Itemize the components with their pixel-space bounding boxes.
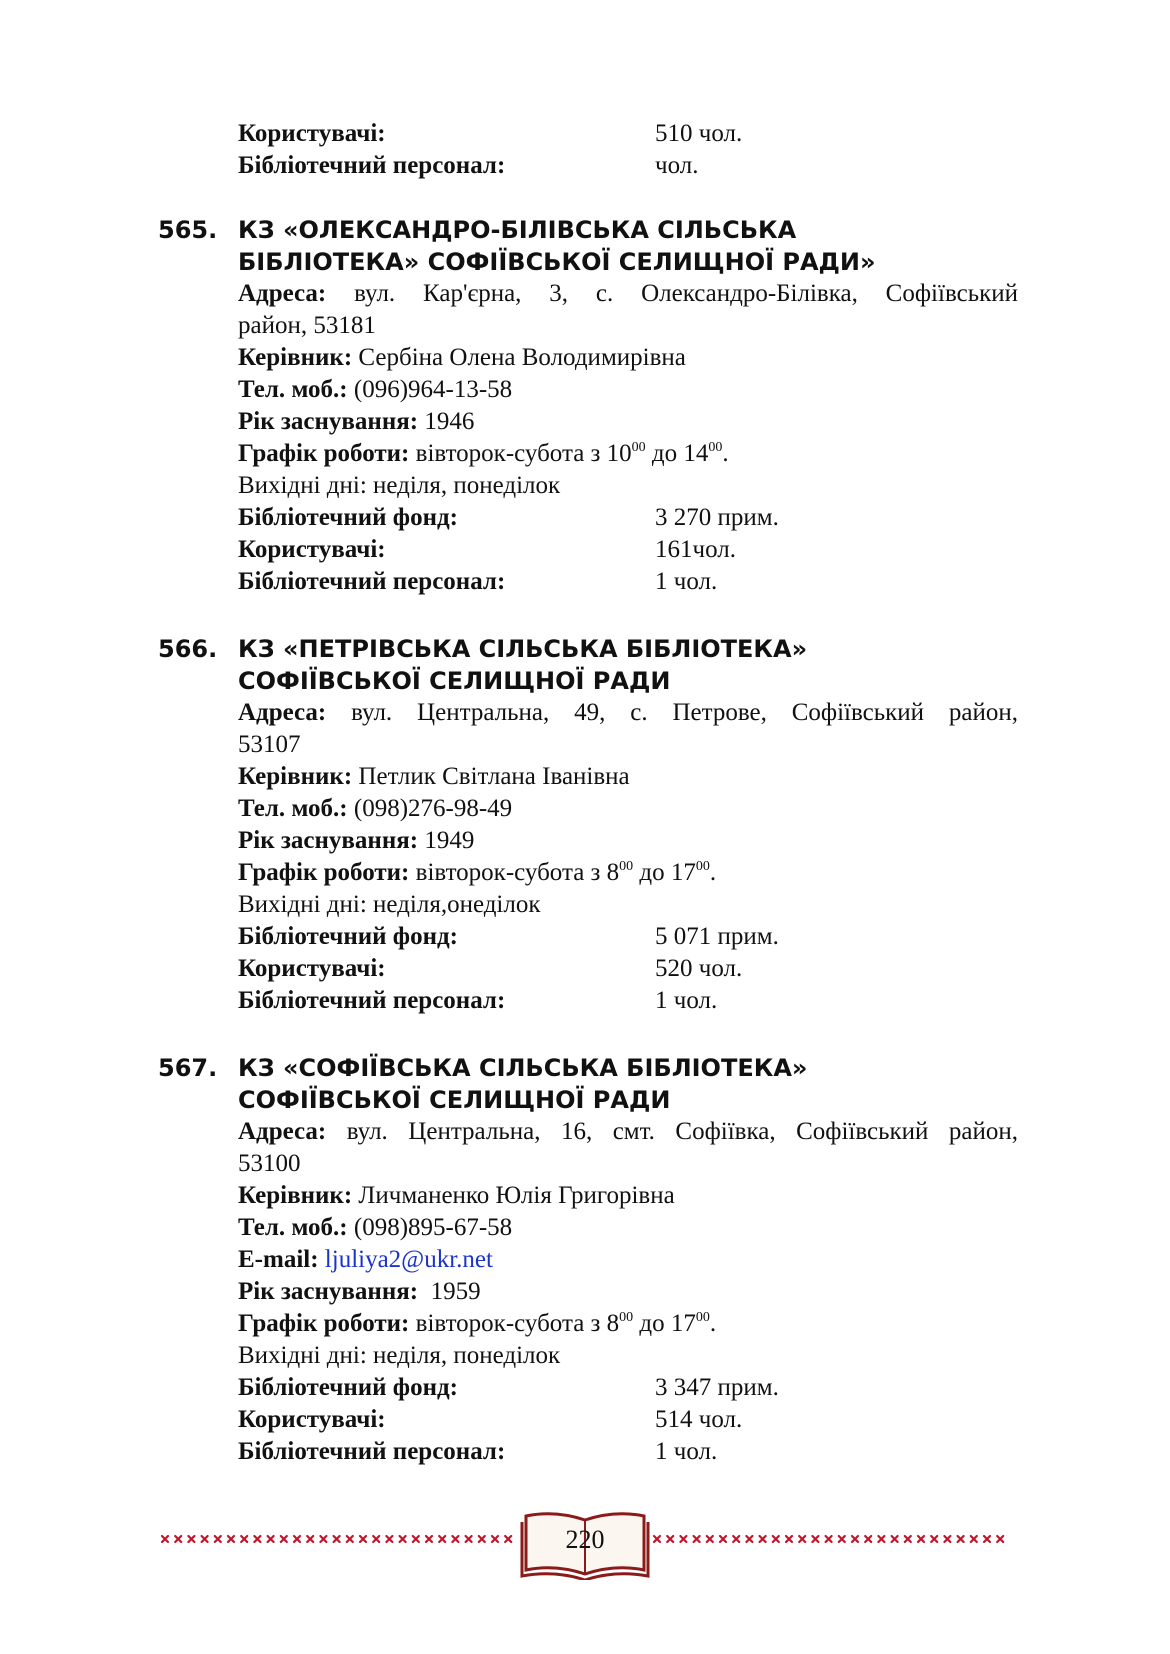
head-line: [238, 1180, 675, 1212]
phone-label: Тел. моб.:: [238, 795, 348, 822]
year-line: [238, 1276, 481, 1308]
days-off: Вихідні дні: неділя, понеділок: [238, 1342, 561, 1369]
schedule-sup-close: 00: [708, 440, 723, 455]
schedule-sup-open: 00: [619, 1310, 634, 1325]
staff-label: Бібліотечний персонал:: [238, 568, 506, 595]
entry-title-line2: СОФІЇВСЬКОЇ СЕЛИЩНОЇ РАДИ: [238, 667, 671, 695]
email-link[interactable]: ljuliya2@ukr.net: [324, 1246, 493, 1273]
year-label: Рік заснування:: [238, 408, 419, 435]
schedule-mid: до 17: [633, 1310, 696, 1337]
head-label: Керівник:: [238, 1182, 353, 1209]
entry-number: 566.: [158, 635, 218, 663]
staff-label: Бібліотечний персонал:: [238, 152, 506, 179]
address-line2: 53107: [238, 731, 301, 758]
head-line: [238, 342, 686, 374]
phone-label: Тел. моб.:: [238, 376, 348, 403]
address-value: вул. Центральна, 16, смт. Софіївка, Софіївський район,: [346, 1118, 1019, 1145]
schedule-end: .: [722, 440, 729, 467]
staff-value: 1 чол.: [655, 568, 718, 595]
users-value: 514 чол.: [655, 1406, 743, 1433]
fund-label: Бібліотечний фонд:: [238, 923, 458, 950]
head-value: Петлик Світлана Іванівна: [358, 763, 630, 790]
address-label: Адреса:: [238, 699, 327, 726]
phone-line: [238, 374, 512, 406]
schedule-line: [238, 857, 716, 889]
schedule-sup-open: 00: [631, 440, 646, 455]
head-label: Керівник:: [238, 344, 353, 371]
email-line: [238, 1244, 493, 1276]
address-line2: 53100: [238, 1150, 301, 1177]
users-value: 520 чол.: [655, 955, 743, 982]
address-value: вул. Кар'єрна, 3, с. Олександро-Білівка, Софіївський: [354, 280, 1018, 307]
address-line2: район, 53181: [238, 312, 376, 339]
staff-label: Бібліотечний персонал:: [238, 987, 506, 1014]
year-label: Рік заснування:: [238, 827, 419, 854]
phone-label: Тел. моб.:: [238, 1214, 348, 1241]
phone-value: (098)276-98-49: [353, 795, 513, 822]
staff-label: Бібліотечний персонал:: [238, 1438, 506, 1465]
schedule-label: Графік роботи:: [238, 859, 410, 886]
users-value: 161чол.: [655, 536, 736, 563]
users-label: Користувачі:: [238, 536, 386, 563]
entry-title-line1: КЗ «СОФІЇВСЬКА СІЛЬСЬКА БІБЛІОТЕКА»: [238, 1054, 808, 1082]
schedule-mid: до 14: [645, 440, 709, 467]
phone-line: [238, 793, 512, 825]
address-label: Адреса:: [238, 1118, 327, 1145]
fund-label: Бібліотечний фонд:: [238, 1374, 458, 1401]
year-line: [238, 825, 474, 857]
entry-number: 567.: [158, 1054, 218, 1082]
head-label: Керівник:: [238, 763, 353, 790]
entry-title-line1: КЗ «ОЛЕКСАНДРО-БІЛІВСЬКА СІЛЬСЬКА: [238, 216, 797, 244]
schedule-line: [238, 438, 729, 470]
users-label: Користувачі:: [238, 1406, 386, 1433]
staff-value: чол.: [655, 152, 699, 179]
schedule-label: Графік роботи:: [238, 1310, 410, 1337]
head-value: Личманенко Юлія Григорівна: [358, 1182, 675, 1209]
schedule-mid: до 17: [633, 859, 696, 886]
schedule-end: .: [709, 1310, 717, 1337]
fund-value: 3 347 прим.: [655, 1374, 779, 1401]
cross-stitch-ornament-left: [158, 1530, 518, 1550]
schedule-text: вівторок-субота з 8: [415, 859, 620, 886]
schedule-line: [238, 1308, 716, 1340]
schedule-sup-close: 00: [695, 859, 710, 874]
entry-title-line1: КЗ «ПЕТРІВСЬКА СІЛЬСЬКА БІБЛІОТЕКА»: [238, 635, 808, 663]
email-label: E-mail:: [238, 1246, 319, 1273]
entry-title-line2: БІБЛІОТЕКА» СОФІЇВСЬКОЇ СЕЛИЩНОЇ РАДИ»: [238, 248, 876, 276]
schedule-sup-close: 00: [695, 1310, 710, 1325]
days-off: Вихідні дні: неділя, понеділок: [238, 472, 561, 499]
schedule-text: вівторок-субота з 10: [415, 440, 632, 467]
address-line1: [238, 697, 1018, 729]
users-label: Користувачі:: [238, 120, 386, 147]
year-value: 1946: [424, 408, 475, 435]
head-value: Сербіна Олена Володимирівна: [358, 344, 686, 371]
address-line1: [238, 278, 1018, 310]
schedule-label: Графік роботи:: [238, 440, 410, 467]
year-value: 1959: [430, 1278, 481, 1305]
address-line1: [238, 1116, 1018, 1148]
fund-value: 3 270 прим.: [655, 504, 779, 531]
days-off: Вихідні дні: неділя,онеділок: [238, 891, 541, 918]
fund-value: 5 071 прим.: [655, 923, 779, 950]
address-value: вул. Центральна, 49, с. Петрове, Софіївський район,: [351, 699, 1018, 726]
entry-title-line2: СОФІЇВСЬКОЇ СЕЛИЩНОЇ РАДИ: [238, 1086, 671, 1114]
phone-line: [238, 1212, 512, 1244]
staff-value: 1 чол.: [655, 987, 718, 1014]
schedule-end: .: [709, 859, 717, 886]
schedule-text: вівторок-субота з 8: [415, 1310, 620, 1337]
year-line: [238, 406, 474, 438]
year-label: Рік заснування:: [238, 1278, 419, 1305]
cross-stitch-ornament-right: [650, 1530, 1012, 1550]
staff-value: 1 чол.: [655, 1438, 718, 1465]
schedule-sup-open: 00: [619, 859, 634, 874]
users-value: 510 чол.: [655, 120, 743, 147]
phone-value: (098)895-67-58: [353, 1214, 513, 1241]
entry-number: 565.: [158, 216, 218, 244]
phone-value: (096)964-13-58: [353, 376, 513, 403]
address-label: Адреса:: [238, 280, 327, 307]
page-number: 220: [565, 1525, 605, 1554]
head-line: [238, 761, 630, 793]
year-value: 1949: [424, 827, 475, 854]
users-label: Користувачі:: [238, 955, 386, 982]
fund-label: Бібліотечний фонд:: [238, 504, 458, 531]
